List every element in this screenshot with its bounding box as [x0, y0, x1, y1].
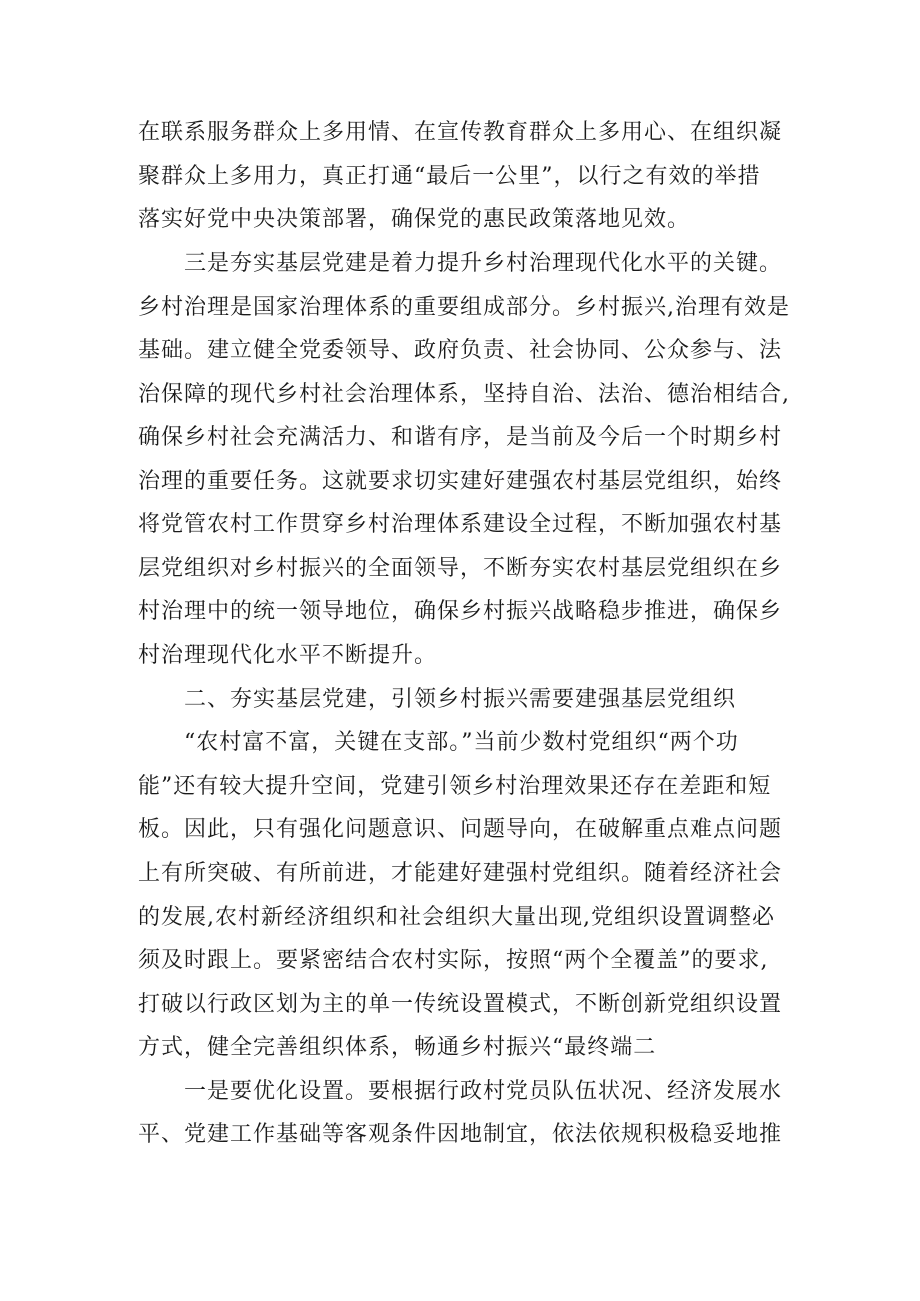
body-text-line: 上有所突破、有所前进，才能建好建强村党组织。随着经济社会: [138, 861, 783, 886]
body-text-line: 乡村治理是国家治理体系的重要组成部分。乡村振兴,治理有效是: [138, 295, 790, 320]
body-text-line: 在联系服务群众上多用情、在宣传教育群众上多用心、在组织凝: [138, 120, 783, 145]
body-text-line: 基础。建立健全党委领导、政府负责、社会协同、公众参与、法: [138, 338, 783, 363]
body-text-line: 村治理中的统一领导地位，确保乡村振兴战略稳步推进，确保乡: [138, 599, 783, 624]
body-text-line: 的发展,农村新经济组织和社会组织大量出现,党组织设置调整必: [138, 905, 775, 930]
body-text-line: “农村富不富，关键在支部。”当前少数村党组织“两个功: [184, 730, 739, 755]
body-text-line: 一是要优化设置。要根据行政村党员队伍状况、经济发展水: [184, 1079, 783, 1104]
body-text-line: 治理的重要任务。这就要求切实建好建强农村基层党组织，始终: [138, 469, 783, 494]
body-text-line: 能”还有较大提升空间，党建引领乡村治理效果还存在差距和短: [138, 774, 772, 799]
body-text-line: 须及时跟上。要紧密结合农村实际，按照“两个全覆盖”的要求,: [138, 948, 769, 973]
body-text-line: 层党组织对乡村振兴的全面领导，不断夯实农村基层党组织在乡: [138, 556, 783, 581]
body-text-line: 平、党建工作基础等客观条件因地制宜，依法依规积极稳妥地推: [138, 1122, 783, 1147]
body-text-line: 治保障的现代乡村社会治理体系，坚持自治、法治、德治相结合,: [138, 382, 790, 407]
section-heading: 二、夯实基层党建，引领乡村振兴需要建强基层党组织: [184, 687, 737, 712]
body-text-line: 聚群众上多用力，真正打通“最后一公里”，以行之有效的举措: [138, 164, 761, 189]
body-text-line: 确保乡村社会充满活力、和谐有序，是当前及今后一个时期乡村: [138, 425, 783, 450]
section-heading: 三是夯实基层党建是着力提升乡村治理现代化水平的关键。: [184, 251, 783, 276]
body-text-line: 板。因此，只有强化问题意识、问题导向，在破解重点难点问题: [138, 817, 783, 842]
body-text-line: 村治理现代化水平不断提升。: [138, 643, 438, 668]
body-text-line: 将党管农村工作贯穿乡村治理体系建设全过程，不断加强农村基: [138, 512, 783, 537]
body-text-line: 落实好党中央决策部署，确保党的惠民政策落地见效。: [138, 207, 691, 232]
body-text-line: 打破以行政区划为主的单一传统设置模式，不断创新党组织设置: [138, 992, 783, 1017]
body-text-line: 方式，健全完善组织体系，畅通乡村振兴“最终端二: [138, 1035, 657, 1060]
